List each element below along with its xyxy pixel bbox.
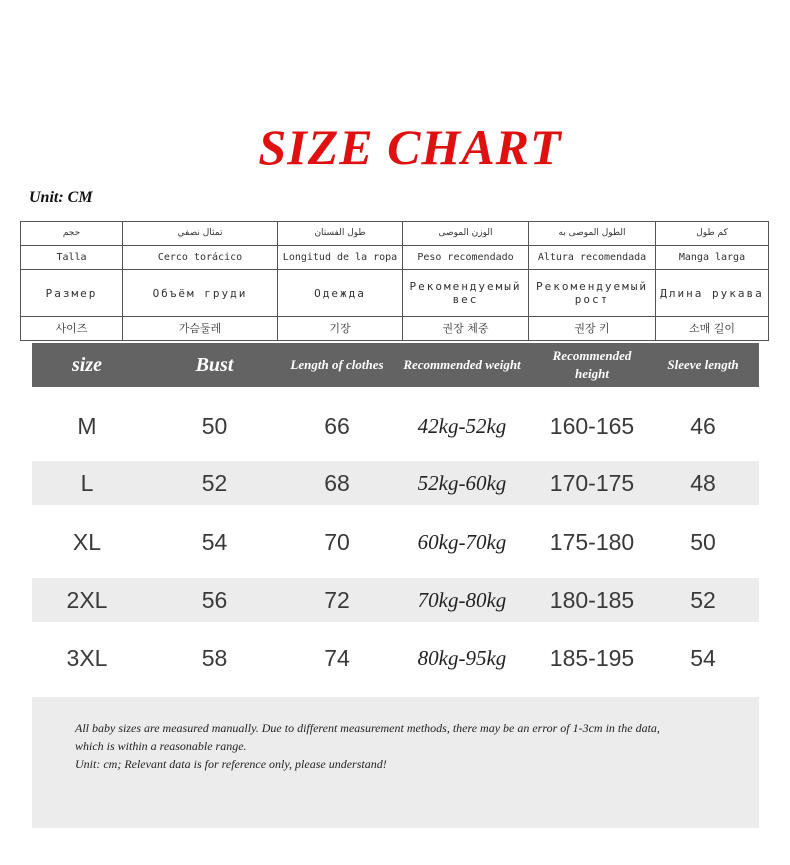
bust-cell: 56: [201, 586, 228, 613]
sleeve-cell: 52: [690, 586, 716, 613]
weight-cell: 52kg-60kg: [417, 470, 507, 495]
height-cell: 185-195: [549, 644, 635, 671]
translation-cell: طول الفستان: [278, 222, 403, 246]
header-size: size: [72, 354, 102, 376]
translation-cell: الطول الموصى به: [529, 222, 656, 246]
translation-cell: Длина рукава: [656, 270, 769, 317]
height-cell: 180-185: [549, 586, 635, 613]
height-cell: 160-165: [549, 412, 635, 439]
bust-cell: 54: [201, 528, 228, 555]
translation-cell: Altura recomendada: [529, 246, 656, 270]
sleeve-cell: 54: [690, 644, 716, 671]
weight-cell: 60kg-70kg: [417, 529, 507, 554]
translation-cell: 가슴둘레: [123, 316, 278, 340]
translation-row-arabic: [21, 222, 769, 246]
translation-cell: 권장 체중: [403, 316, 529, 340]
height-cell: 170-175: [549, 469, 635, 496]
translation-cell: Talla: [21, 246, 123, 270]
translation-cell: تمثال نصفي: [123, 222, 278, 246]
translation-cell: حجم: [21, 222, 123, 246]
translation-cell: Рекомендуемый рост: [529, 270, 656, 317]
measurement-notes: [32, 697, 759, 828]
size-cell: L: [80, 469, 94, 496]
header-weight: Recommended weight: [403, 357, 521, 372]
translation-cell: الوزن الموصى: [403, 222, 529, 246]
bust-cell: 52: [201, 469, 228, 496]
page-title: SIZE CHART: [258, 119, 562, 175]
weight-cell: 70kg-80kg: [417, 587, 507, 612]
translation-cell: 권장 키: [529, 316, 656, 340]
translation-row-korean: [21, 316, 769, 340]
translation-cell: Размер: [21, 270, 123, 317]
translation-row-russian: [21, 270, 769, 317]
size-cell: 3XL: [66, 644, 108, 671]
sleeve-cell: 46: [690, 412, 716, 439]
header-height: Recommended height: [552, 348, 632, 381]
weight-cell: 42kg-52kg: [417, 413, 507, 438]
translation-cell: كم طول: [656, 222, 769, 246]
size-cell: 2XL: [66, 586, 108, 613]
table-row: [32, 404, 759, 448]
header-length: Length of clothes: [290, 357, 384, 372]
sleeve-cell: 50: [690, 528, 716, 555]
translation-cell: 기장: [278, 316, 403, 340]
header-bust: Bust: [195, 354, 234, 376]
translation-cell: Одежда: [278, 270, 403, 317]
size-cell: M: [77, 412, 97, 439]
length-cell: 68: [324, 469, 350, 496]
table-row: [32, 520, 759, 564]
length-cell: 70: [324, 528, 350, 555]
table-row: [32, 636, 759, 680]
translation-cell: Объём груди: [123, 270, 278, 317]
translation-row-spanish: [21, 246, 769, 270]
size-table-header: [32, 343, 759, 387]
table-row: [32, 578, 759, 622]
length-cell: 72: [324, 586, 350, 613]
translation-table: [20, 221, 769, 341]
translation-cell: Manga larga: [656, 246, 769, 270]
unit-label: Unit: CM: [29, 189, 93, 206]
note-line: All baby sizes are measured manually. Due to different measurement methods, there may be an error of 1-3cm in the data,: [75, 721, 660, 735]
header-sleeve: Sleeve length: [667, 357, 739, 372]
translation-cell: 소매 길이: [656, 316, 769, 340]
sleeve-cell: 48: [690, 469, 716, 496]
length-cell: 74: [324, 644, 350, 671]
translation-cell: 사이즈: [21, 316, 123, 340]
length-cell: 66: [324, 412, 350, 439]
size-cell: XL: [72, 528, 102, 555]
note-line: Unit: cm; Relevant data is for reference only, please understand!: [75, 757, 387, 771]
height-cell: 175-180: [549, 528, 635, 555]
note-line: which is within a reasonable range.: [75, 739, 247, 753]
translation-cell: Рекомендуемый вес: [403, 270, 529, 317]
bust-cell: 50: [201, 412, 228, 439]
table-row: [32, 461, 759, 505]
bust-cell: 58: [201, 644, 228, 671]
translation-cell: Peso recomendado: [403, 246, 529, 270]
weight-cell: 80kg-95kg: [417, 645, 507, 670]
translation-cell: Cerco torácico: [123, 246, 278, 270]
translation-cell: Longitud de la ropa: [278, 246, 403, 270]
